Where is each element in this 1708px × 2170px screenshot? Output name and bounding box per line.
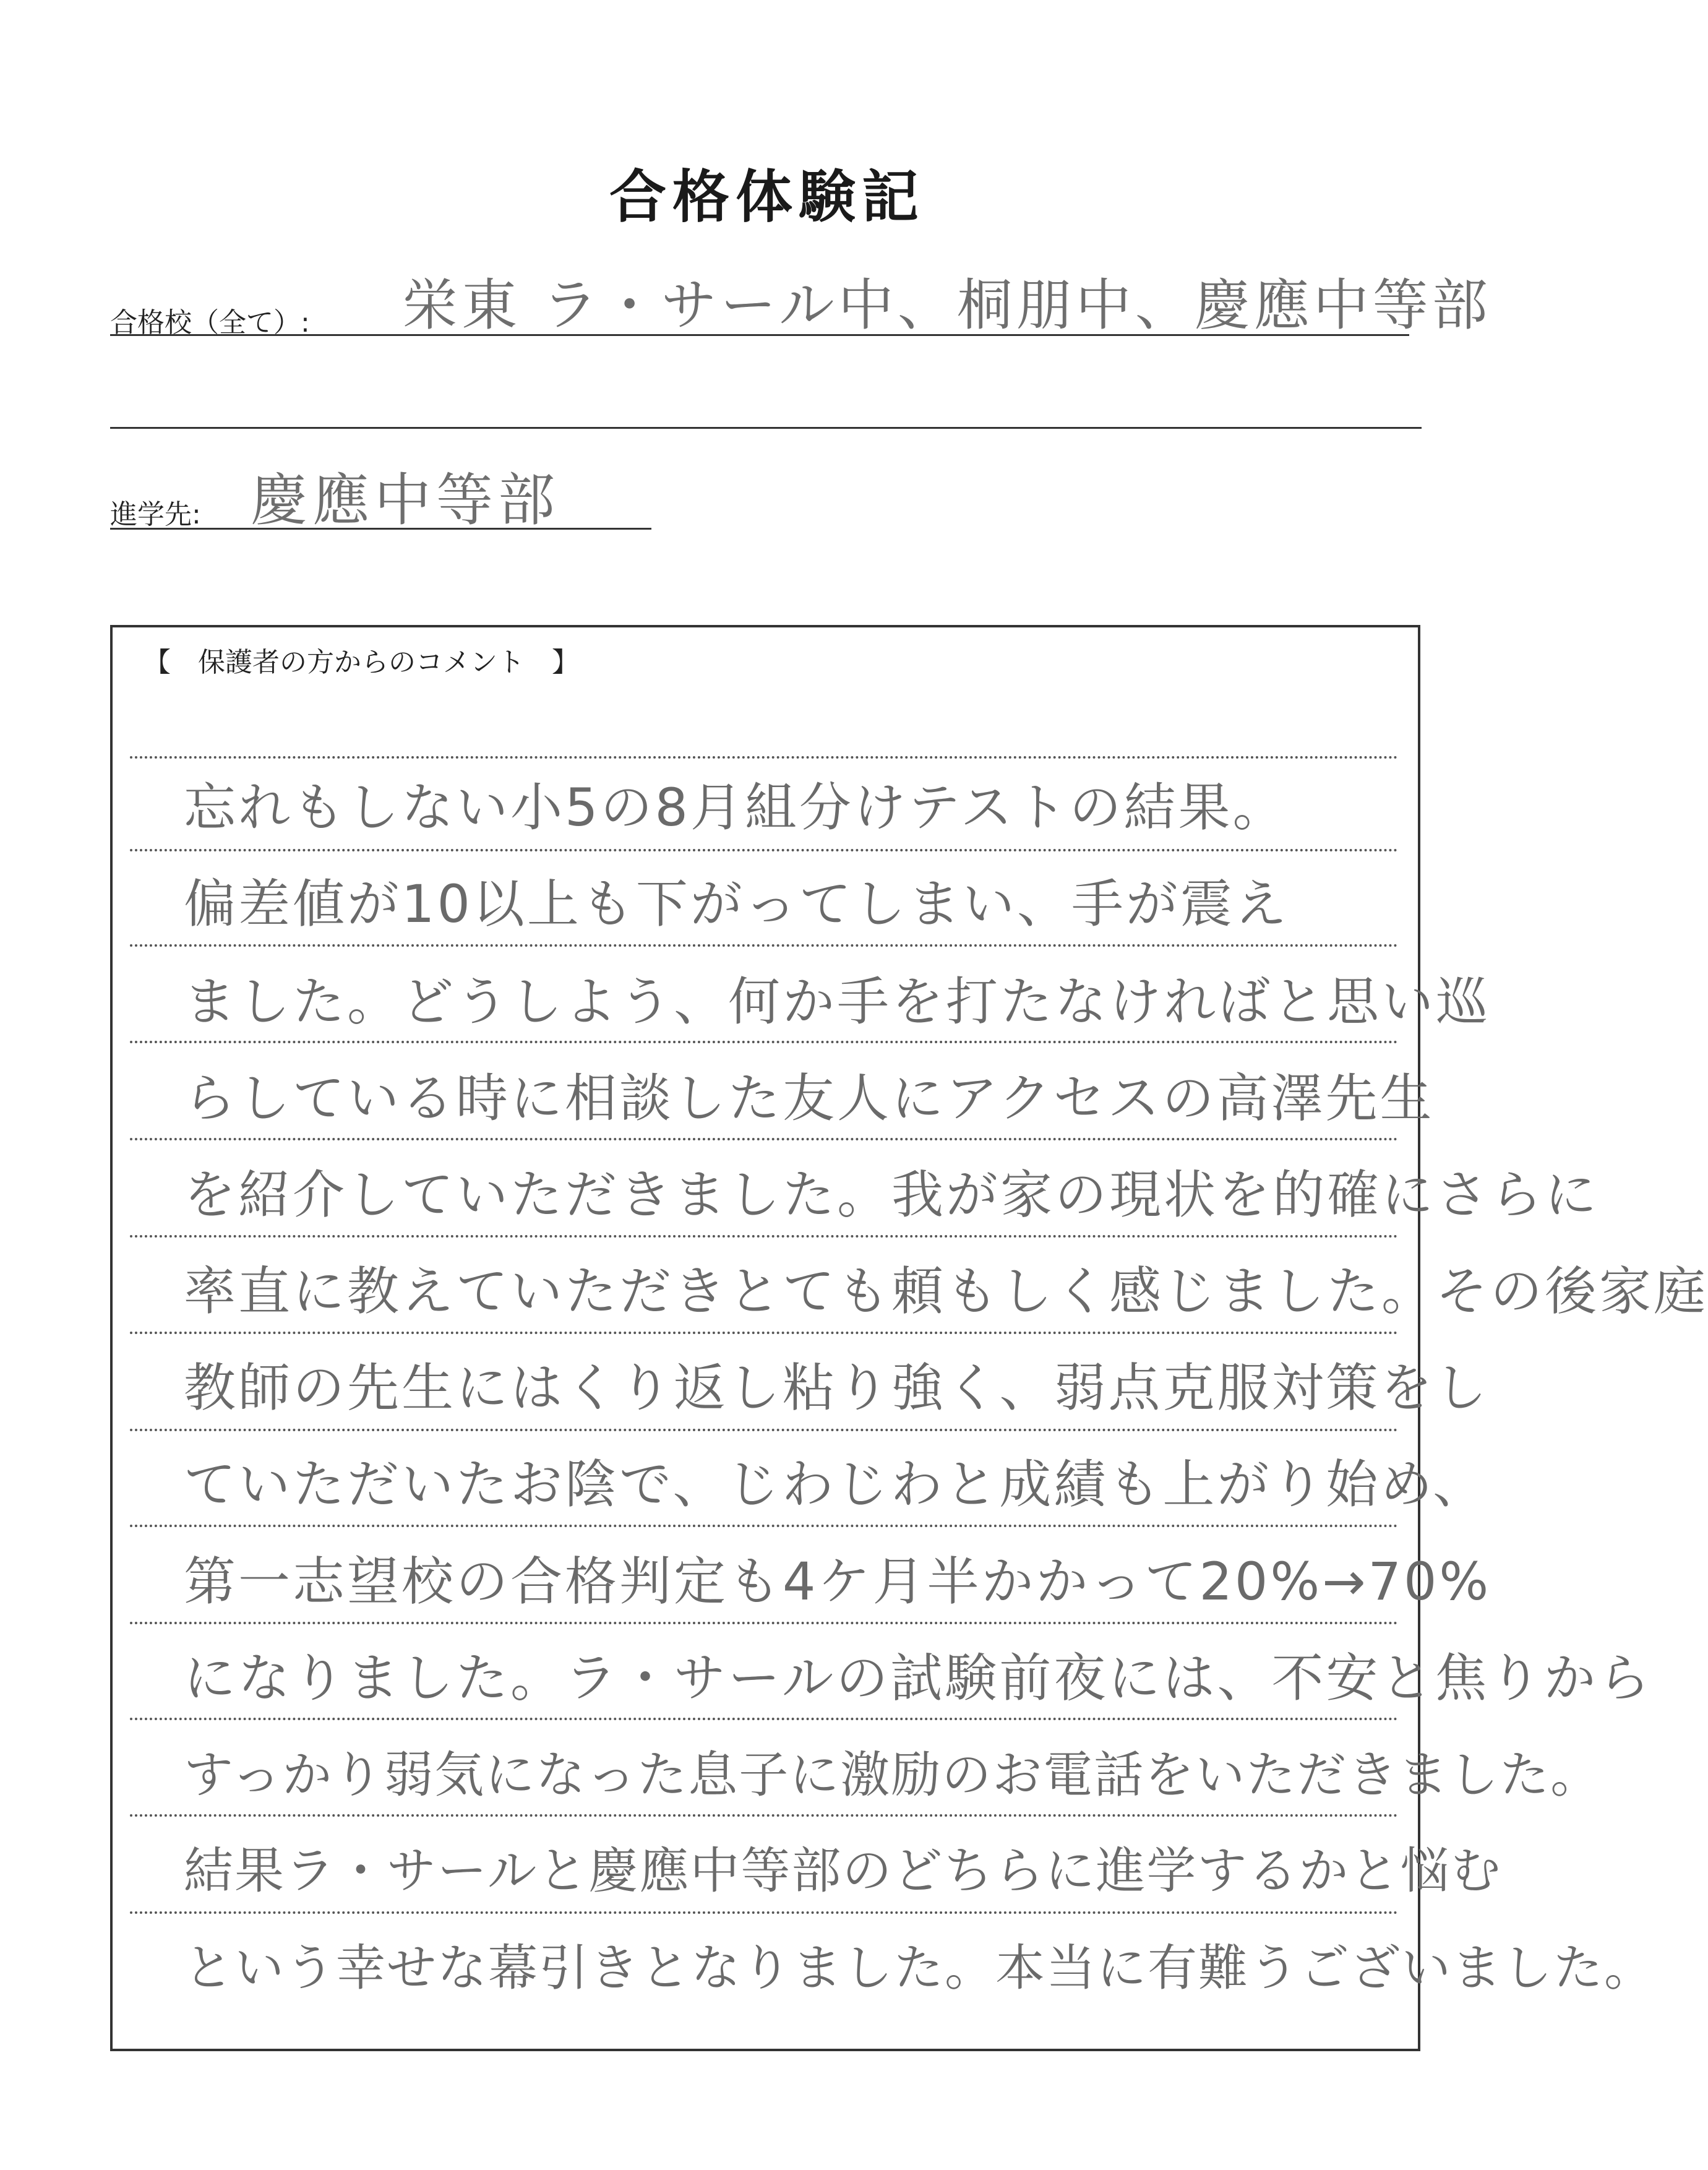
passed-schools-label: 合格校（全て）: [110, 307, 310, 338]
ruled-line [130, 849, 1398, 851]
ruled-line [130, 1525, 1398, 1527]
ruled-line [130, 1718, 1398, 1720]
comment-box-heading: 【 保護者の方からのコメント 】 [144, 647, 579, 678]
comment-line: 結果ラ・サールと慶應中等部のどちらに進学するかと悩む [184, 1842, 1502, 1900]
page-title: 合格体験記 [609, 164, 925, 230]
comment-line: 教師の先生にはくり返し粘り強く、弱点克服対策をし [184, 1358, 1490, 1418]
comment-line: ていただいたお陰で、じわじわと成績も上がり始め、 [184, 1454, 1487, 1515]
ruled-line [130, 1138, 1398, 1140]
comment-line: 第一志望校の合格判定も4ケ月半かかって20%→70% [184, 1551, 1491, 1612]
ruled-line [130, 1814, 1398, 1817]
comment-line: らしている時に相談した友人にアクセスの高澤先生 [184, 1068, 1435, 1129]
comment-line: という幸せな幕引きとなりました。本当に有難うございました。 [184, 1939, 1655, 1997]
ruled-line [130, 1622, 1398, 1624]
passed-schools-second-line [110, 427, 1422, 429]
comment-line: 忘れもしない小5の8月組分けテストの結果。 [184, 777, 1287, 838]
comment-line: 偏差値が10以上も下がってしまい、手が震え [184, 874, 1289, 934]
comment-line: になりました。ラ・サールの試験前夜には、不安と焦りから [184, 1648, 1653, 1708]
ruled-line [130, 1429, 1398, 1431]
enrolled-school-label: 進学先: [110, 499, 201, 530]
enrolled-school-value: 慶應中等部 [251, 467, 560, 533]
enrolled-school-underline [110, 528, 651, 530]
passed-schools-underline [110, 334, 1409, 336]
ruled-line [130, 1332, 1398, 1334]
parent-comment-box [110, 625, 1708, 2051]
ruled-line [130, 1235, 1398, 1238]
ruled-line [130, 1911, 1398, 1914]
ruled-line [130, 756, 1398, 759]
ruled-line [130, 1041, 1398, 1043]
comment-line: すっかり弱気になった息子に激励のお電話をいただきました。 [184, 1746, 1602, 1804]
ruled-line [130, 944, 1398, 947]
comment-line: ました。どうしよう、何か手を打たなければと思い巡 [184, 971, 1491, 1032]
comment-line: を紹介していただきました。我が家の現状を的確にさらに [184, 1165, 1600, 1225]
comment-line: 率直に教えていただきとても頼もしく感じました。その後家庭 [184, 1261, 1708, 1322]
passed-schools-value: 栄東 ラ・サール中、桐朋中、慶應中等部 [402, 273, 1491, 338]
